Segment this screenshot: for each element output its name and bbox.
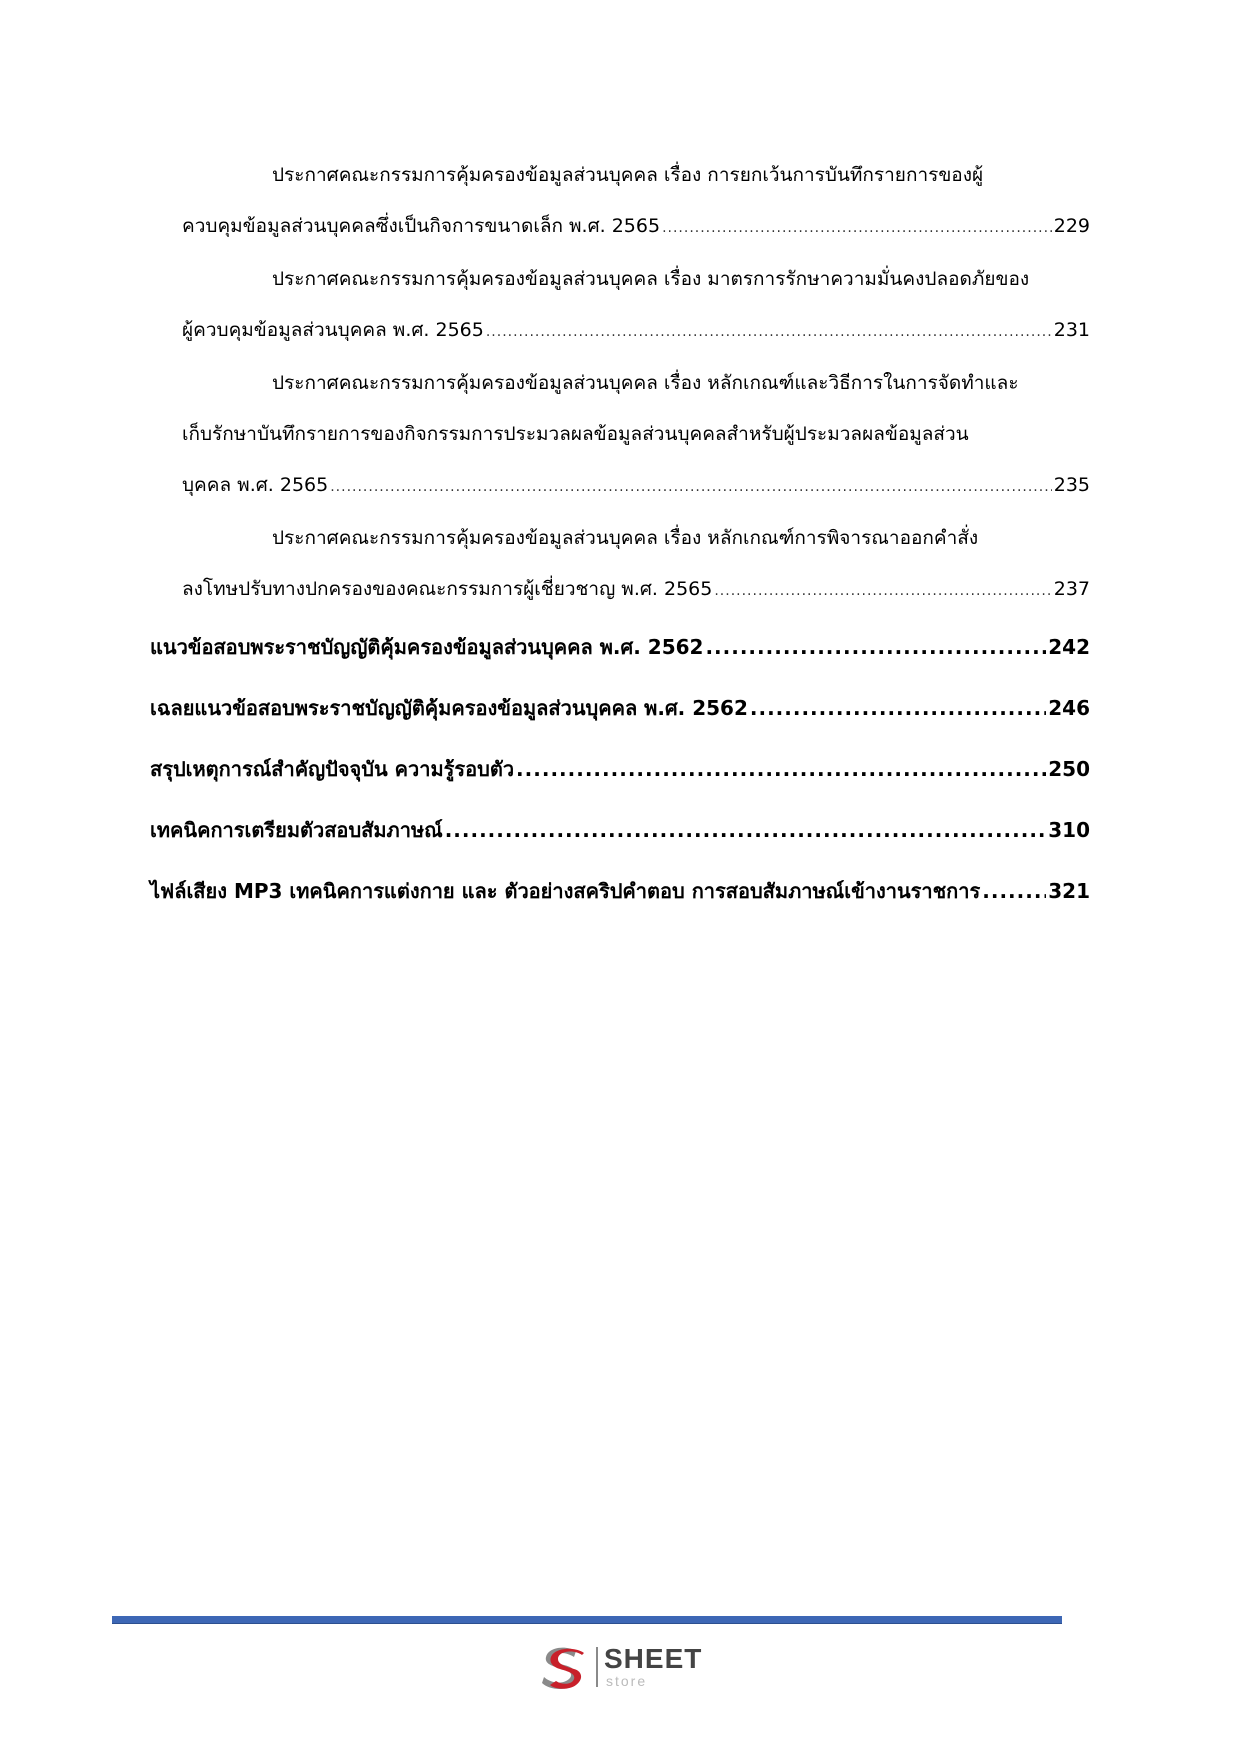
toc-entry-title: เทคนิคการเตรียมตัวสอบสัมภาษณ์ — [150, 818, 443, 842]
brand-subtitle: store — [606, 1673, 648, 1689]
toc-main-entry[interactable] — [150, 617, 1090, 678]
page-number: 321 — [1048, 879, 1090, 903]
table-of-contents — [150, 150, 1090, 922]
toc-entry-line: ประกาศคณะกรรมการคุ้มครองข้อมูลส่วนบุคคล เรื่อง การยกเว้นการบันทึกรายการของผู้ — [272, 164, 984, 186]
leader-dots — [714, 564, 1051, 617]
toc-entry-title: สรุปเหตุการณ์สำคัญปัจจุบัน ความรู้รอบตัว — [150, 757, 515, 781]
toc-main-entry[interactable] — [150, 678, 1090, 739]
brand-name: SHEET — [604, 1643, 703, 1674]
toc-sub-entry[interactable] — [182, 513, 1090, 617]
leader-dots — [445, 800, 1047, 861]
leader-dots — [516, 739, 1046, 800]
page-number: 235 — [1053, 474, 1090, 496]
toc-sub-entry[interactable] — [182, 254, 1090, 358]
page-number: 237 — [1053, 578, 1090, 600]
leader-dots — [705, 617, 1046, 678]
toc-entry-line: ประกาศคณะกรรมการคุ้มครองข้อมูลส่วนบุคคล เรื่อง หลักเกณฑ์และวิธีการในการจัดทำและ — [272, 372, 1019, 394]
toc-sub-entry[interactable] — [182, 358, 1090, 513]
toc-main-entry[interactable] — [150, 800, 1090, 861]
toc-entry-line: บุคคล พ.ศ. 2565 — [182, 474, 329, 496]
toc-entry-line: ลงโทษปรับทางปกครองของคณะกรรมการผู้เชี่ยวชาญ พ.ศ. 2565 — [182, 578, 713, 600]
page-number: 231 — [1053, 319, 1090, 341]
logo-separator — [596, 1647, 598, 1687]
ss-logo-icon — [536, 1643, 590, 1693]
page-number: 310 — [1048, 818, 1090, 842]
toc-entry-line: ควบคุมข้อมูลส่วนบุคคลซึ่งเป็นกิจการขนาดเล็ก พ.ศ. 2565 — [182, 215, 661, 237]
toc-main-entry[interactable] — [150, 739, 1090, 800]
leader-dots — [662, 201, 1052, 254]
sheet-store-logo — [536, 1643, 716, 1699]
toc-entry-title: ไฟล์เสียง MP3 เทคนิคการแต่งกาย และ ตัวอย่างสคริปคำตอบ การสอบสัมภาษณ์เข้างานราชการ — [150, 879, 981, 903]
page-number: 246 — [1048, 696, 1090, 720]
page-number: 250 — [1048, 757, 1090, 781]
leader-dots — [330, 460, 1052, 513]
page-number: 229 — [1053, 215, 1090, 237]
footer-rule — [112, 1616, 1062, 1624]
leader-dots — [486, 305, 1052, 358]
toc-main-entry[interactable] — [150, 861, 1090, 922]
toc-entry-line: ประกาศคณะกรรมการคุ้มครองข้อมูลส่วนบุคคล เรื่อง หลักเกณฑ์การพิจารณาออกคำสั่ง — [272, 527, 979, 549]
toc-entry-line: เก็บรักษาบันทึกรายการของกิจกรรมการประมวลผลข้อมูลส่วนบุคคลสำหรับผู้ประมวลผลข้อมูลส่วน — [182, 423, 969, 445]
leader-dots — [750, 678, 1046, 739]
toc-entry-title: เฉลยแนวข้อสอบพระราชบัญญัติคุ้มครองข้อมูลส่วนบุคคล พ.ศ. 2562 — [150, 696, 748, 720]
toc-entry-line: ประกาศคณะกรรมการคุ้มครองข้อมูลส่วนบุคคล เรื่อง มาตรการรักษาความมั่นคงปลอดภัยของ — [272, 268, 1030, 290]
page-number: 242 — [1048, 635, 1090, 659]
toc-sub-entry[interactable] — [182, 150, 1090, 254]
toc-entry-title: แนวข้อสอบพระราชบัญญัติคุ้มครองข้อมูลส่วนบุคคล พ.ศ. 2562 — [150, 635, 704, 659]
leader-dots — [982, 861, 1046, 922]
toc-entry-line: ผู้ควบคุมข้อมูลส่วนบุคคล พ.ศ. 2565 — [182, 319, 484, 341]
